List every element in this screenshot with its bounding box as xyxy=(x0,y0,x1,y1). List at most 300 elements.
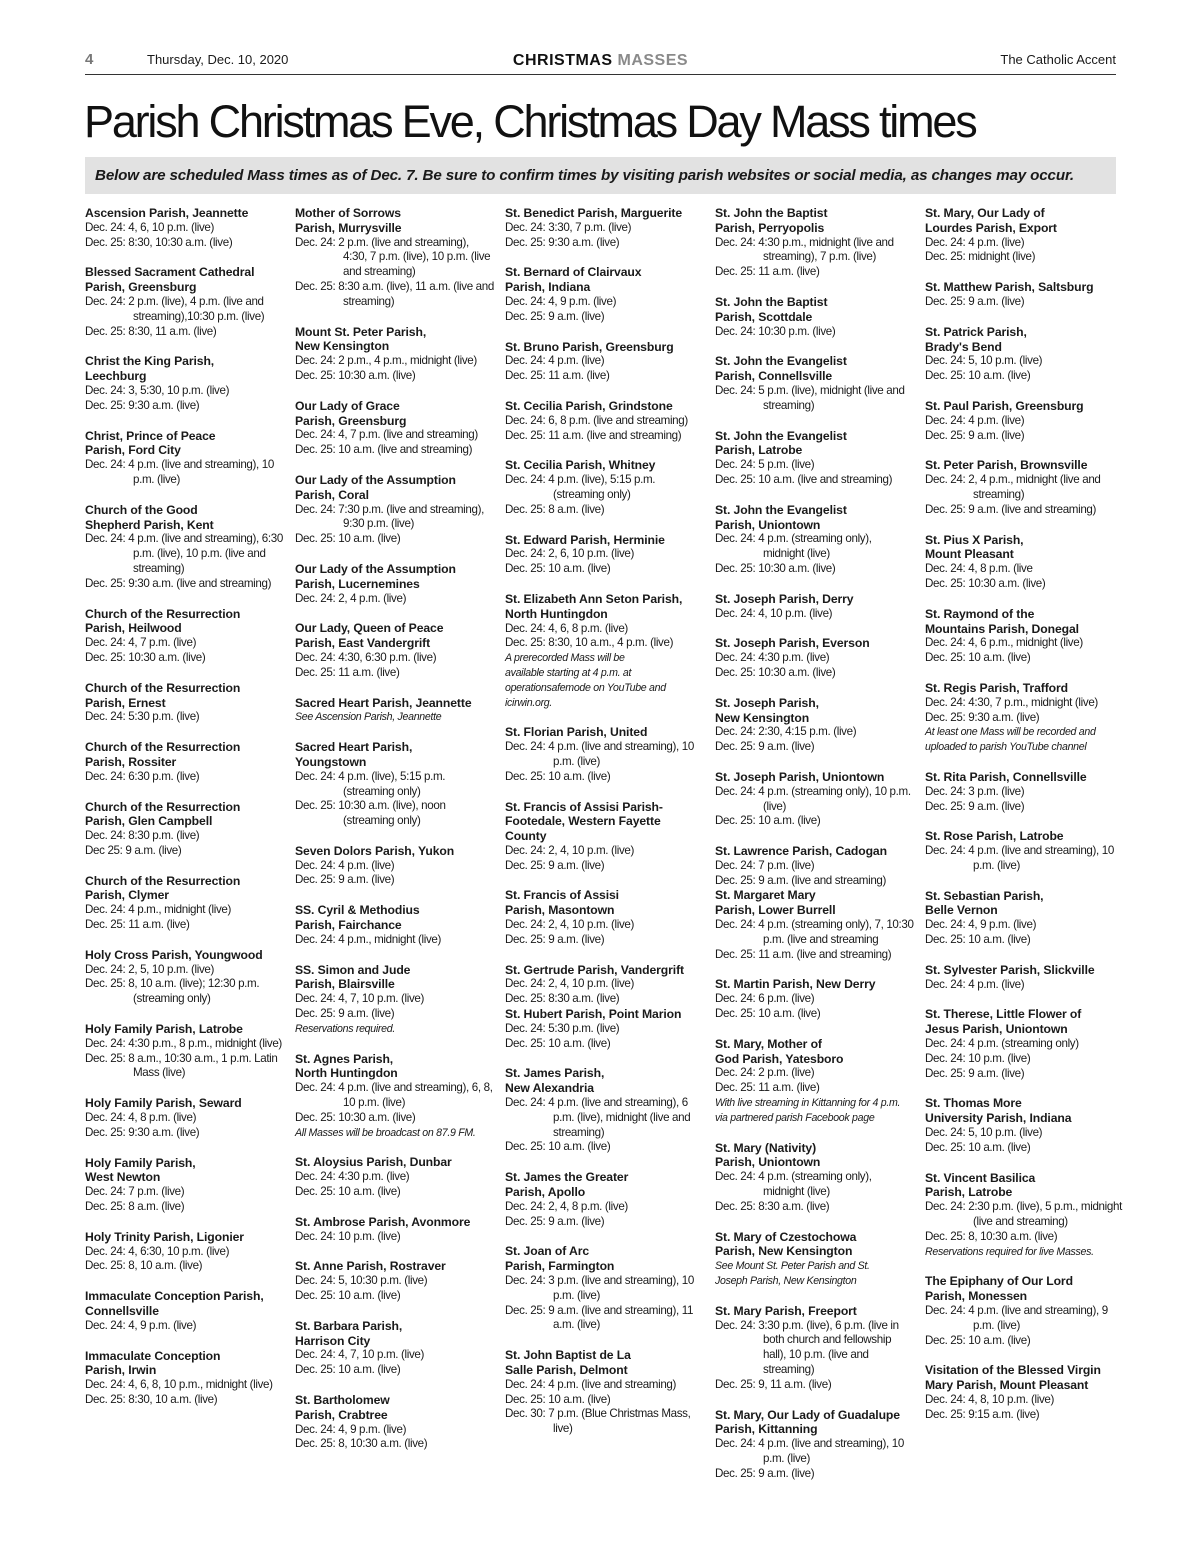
mass-time-line: Dec. 24: 2:30, 4:15 p.m. (live) xyxy=(715,725,857,739)
mass-time-line: Dec. 25: 10 a.m. (live) xyxy=(295,532,401,546)
parish-name: Our Lady of the Assumption xyxy=(295,472,456,487)
parish-name: Blessed Sacrament Cathedral xyxy=(85,265,255,280)
parish-entry xyxy=(715,696,915,755)
mass-time-line: Dec. 24: 4, 10 p.m. (live) xyxy=(715,606,833,620)
parish-name: St. Francis of Assisi Parish- xyxy=(505,799,663,814)
mass-time-line: Dec. 24: 2, 4, 10 p.m. (live) xyxy=(505,918,635,932)
parish-name: Parish, Irwin xyxy=(85,1363,157,1378)
parish-entry xyxy=(295,740,495,829)
mass-time-line: Dec. 25: 11 a.m. (live and streaming) xyxy=(715,947,892,961)
mass-time-line: Dec. 25: 10:30 a.m. (live) xyxy=(925,576,1046,590)
parish-entry xyxy=(505,1170,705,1229)
parish-entry xyxy=(85,354,285,413)
parish-entry xyxy=(295,473,495,547)
parish-name: Parish, Murrysville xyxy=(295,220,402,235)
mass-time-line: Dec. 24: 6 p.m. (live) xyxy=(715,992,815,1006)
mass-time-line: Dec. 25: 10 a.m. (live and streaming) xyxy=(295,443,473,457)
parish-entry xyxy=(85,1289,285,1333)
mass-time-line: Dec. 25: 10:30 a.m. (live) xyxy=(295,1110,416,1124)
mass-time-line: Dec. 24: 4, 7, 10 p.m. (live) xyxy=(295,1348,425,1362)
mass-time-line: Dec. 24: 4 p.m. (streaming only), midnight (live) xyxy=(715,532,872,561)
parish-entry xyxy=(295,903,495,947)
parish-name: SS. Simon and Jude xyxy=(295,962,411,977)
parish-name: St. Rose Parish, Latrobe xyxy=(925,829,1064,844)
mass-time-line: Dec. 25: midnight (live) xyxy=(925,250,1036,264)
parish-entry xyxy=(295,1319,495,1378)
mass-time-line: Dec. 24: 10:30 p.m. (live) xyxy=(715,324,836,338)
parish-name: Mount St. Peter Parish, xyxy=(295,324,427,339)
parish-name: Lourdes Parish, Export xyxy=(925,220,1057,235)
parish-name: St. Hubert Parish, Point Marion xyxy=(505,1007,682,1022)
parish-name: Parish, Masontown xyxy=(505,903,615,918)
deck-banner: Below are scheduled Mass times as of Dec. 7. Be sure to confirm times by visiting parish websites or social media, as changes may occur. xyxy=(85,157,1116,194)
mass-time-line: Dec. 24: 4, 6 p.m., midnight (live) xyxy=(925,636,1083,650)
mass-time-line: Dec. 24: 4, 6, 8, 10 p.m., midnight (live) xyxy=(85,1378,273,1392)
mass-time-line: Dec. 24: 4 p.m. (streaming only) xyxy=(925,1037,1079,1051)
parish-name: St. John the Evangelist xyxy=(715,428,847,443)
parish-entry xyxy=(295,1052,495,1141)
parish-name: St. Agnes Parish, xyxy=(295,1051,394,1066)
mass-time-line: Dec. 25: 9 a.m. (live) xyxy=(925,1066,1025,1080)
parish-name: Parish, Crabtree xyxy=(295,1407,388,1422)
parish-name: St. James the Greater xyxy=(505,1170,629,1185)
mass-time-line: Dec. 24: 4 p.m. (live) xyxy=(925,977,1025,991)
parish-name: St. James Parish, xyxy=(505,1066,605,1081)
parish-entry xyxy=(715,636,915,680)
parish-entry xyxy=(925,1007,1125,1081)
mass-time-line: Dec. 25: 11 a.m. (live) xyxy=(505,369,610,383)
parish-name: St. Cecilia Parish, Whitney xyxy=(505,458,656,473)
parish-name: Holy Family Parish, Seward xyxy=(85,1096,242,1111)
parish-name: St. Joseph Parish, xyxy=(715,695,819,710)
parish-entry xyxy=(295,621,495,680)
parish-entry xyxy=(505,1244,705,1333)
mass-time-line: Dec. 25: 11 a.m. (live and streaming) xyxy=(505,428,682,442)
parish-note: icirwin.org. xyxy=(505,696,553,709)
mass-time-line: Dec. 24: 2 p.m. (live), 4 p.m. (live and streaming),10:30 p.m. (live) xyxy=(85,294,265,323)
parish-name: North Huntingdon xyxy=(505,606,608,621)
mass-time-line: Dec. 25: 9 a.m. (live and streaming), 11 a.m. (live) xyxy=(505,1303,694,1332)
mass-time-line: Dec. 24: 4 p.m. (live) xyxy=(505,354,605,368)
mass-time-line: Dec. 25: 9:30 a.m. (live) xyxy=(505,235,620,249)
parish-name: Parish, Uniontown xyxy=(715,517,821,532)
parish-name: Seven Dolors Parish, Yukon xyxy=(295,843,455,858)
parish-name: Parish, Heilwood xyxy=(85,621,182,636)
mass-time-line: Dec. 24: 4 p.m. (live and streaming), 10 p.m. (live) xyxy=(85,458,274,486)
parish-name: Connellsville xyxy=(85,1304,159,1319)
mass-time-line: Dec. 24: 5:30 p.m. (live) xyxy=(85,710,200,724)
mass-time-line: Dec. 25: 10:30 a.m. (live), noon (streaming only) xyxy=(295,799,446,828)
parish-entry xyxy=(85,607,285,666)
parish-entry xyxy=(505,399,705,443)
mass-time-line: Dec. 24: 4, 8 p.m. (live xyxy=(925,562,1033,576)
mass-time-line: Dec. 24: 2 p.m. (live and streaming), 4:30, 7 p.m. (live), 10 p.m. (live and streaming) xyxy=(295,235,491,279)
parish-name: St. Joseph Parish, Uniontown xyxy=(715,769,885,784)
parish-entry xyxy=(925,280,1125,310)
mass-time-line: Dec. 24: 4 p.m. (live and streaming) xyxy=(505,1377,677,1391)
parish-name: St. Edward Parish, Herminie xyxy=(505,532,665,547)
parish-name: St. Paul Parish, Greensburg xyxy=(925,398,1084,413)
mass-time-line: Dec. 24: 2, 4, 10 p.m. (live) xyxy=(505,843,635,857)
mass-time-line: Dec. 25: 9:30 a.m. (live) xyxy=(85,398,200,412)
mass-time-line: Dec. 24: 10 p.m. (live) xyxy=(295,1229,401,1243)
parish-note: Joseph Parish, New Kensington xyxy=(715,1275,857,1288)
mass-time-line: Dec. 25: 8:30 a.m. (live) xyxy=(505,992,620,1006)
parish-note: At least one Mass will be recorded and xyxy=(925,726,1096,739)
mass-time-line: Dec. 25: 9:15 a.m. (live) xyxy=(925,1407,1040,1421)
parish-name: Church of the Resurrection xyxy=(85,680,241,695)
mass-time-line: Dec. 24: 4 p.m. (live), 5:15 p.m. (streaming only) xyxy=(295,769,446,798)
mass-time-line: Dec. 25: 10 a.m. (live) xyxy=(295,1363,401,1377)
parish-entry xyxy=(85,1230,285,1274)
parish-entry xyxy=(85,1156,285,1215)
mass-time-line: Dec. 24: 3 p.m. (live and streaming), 10 p.m. (live) xyxy=(505,1274,694,1302)
parish-name: Harrison City xyxy=(295,1333,371,1348)
mass-time-line: Dec. 25: 11 a.m. (live) xyxy=(85,918,190,932)
mass-time-line: Dec. 24: 5:30 p.m. (live) xyxy=(505,1021,620,1035)
parish-name: Mary Parish, Mount Pleasant xyxy=(925,1378,1089,1393)
parish-note: uploaded to parish YouTube channel xyxy=(925,741,1087,754)
parish-name: Ascension Parish, Jeannette xyxy=(85,206,249,220)
parish-name: West Newton xyxy=(85,1170,161,1185)
headline: Parish Christmas Eve, Christmas Day Mass times xyxy=(84,96,976,147)
mass-time-line: Dec. 25: 8 a.m. (live) xyxy=(85,1200,185,1214)
mass-time-line: Dec. 24: 4:30, 7 p.m., midnight (live) xyxy=(925,695,1098,709)
parish-name: County xyxy=(505,829,547,844)
mass-time-line: Dec. 24: 4 p.m. (live and streaming), 10 p.m. (live) xyxy=(505,740,694,768)
parish-note: available starting at 4 p.m. at xyxy=(505,666,632,679)
mass-time-line: Dec. 25: 10 a.m. (live) xyxy=(925,651,1031,665)
mass-time-line: Dec. 25: 9 a.m. (live) xyxy=(925,294,1025,308)
parish-note: operationsafemode on YouTube and xyxy=(505,681,666,694)
parish-entry xyxy=(85,429,285,488)
parish-entry xyxy=(85,800,285,859)
parish-name: St. Joan of Arc xyxy=(505,1244,590,1259)
parish-name: St. Lawrence Parish, Cadogan xyxy=(715,844,887,859)
mass-time-line: Dec. 25: 8:30 a.m. (live) xyxy=(715,1199,830,1213)
mass-time-line: Dec. 24: 4 p.m. (streaming only), 7, 10:30 p.m. (live and streaming xyxy=(715,918,914,946)
parish-name: St. Mary Parish, Freeport xyxy=(715,1303,857,1318)
parish-entry xyxy=(925,1171,1125,1260)
mass-time-line: Dec. 24: 5, 10:30 p.m. (live) xyxy=(295,1274,428,1288)
parish-name: St. Mary of Czestochowa xyxy=(715,1229,857,1244)
parish-entry xyxy=(925,607,1125,666)
parish-entry xyxy=(925,829,1125,873)
parish-entry xyxy=(295,1393,495,1452)
parish-name: Church of the Good xyxy=(85,502,198,517)
mass-time-line: Dec. 24: 4:30 p.m., 8 p.m., midnight (live) xyxy=(85,1036,282,1050)
parish-name: Leechburg xyxy=(85,369,147,384)
mass-time-line: Dec. 24: 2, 5, 10 p.m. (live) xyxy=(85,962,215,976)
mass-time-line: Dec. 24: 2, 4 p.m. (live) xyxy=(295,591,407,605)
mass-time-line: Dec. 24: 8:30 p.m. (live) xyxy=(85,829,200,843)
parish-entry xyxy=(715,1230,915,1289)
parish-name: Parish, Clymer xyxy=(85,888,169,903)
parish-entry xyxy=(85,503,285,592)
parish-entry xyxy=(505,1066,705,1155)
mass-time-line: Dec. 25: 8:30, 10 a.m. (live) xyxy=(85,1393,218,1406)
parish-entry xyxy=(505,800,705,874)
mass-time-line: Dec. 24: 4 p.m. (live and streaming), 9 p.m. (live) xyxy=(925,1304,1108,1332)
parish-name: St. Francis of Assisi xyxy=(505,888,619,903)
mass-time-line: Dec. 25: 8:30, 10 a.m., 4 p.m. (live) xyxy=(505,636,674,650)
parish-name: Parish, Kittanning xyxy=(715,1422,818,1437)
parish-entry xyxy=(925,533,1125,592)
mass-time-line: Dec. 24: 2, 6, 10 p.m. (live) xyxy=(505,547,635,561)
parish-entry xyxy=(85,1349,285,1408)
parish-name: SS. Cyril & Methodius xyxy=(295,903,420,918)
mass-time-line: Dec. 25: 10 a.m. (live) xyxy=(925,1333,1031,1347)
parish-name: Parish, Glen Campbell xyxy=(85,814,213,829)
mass-time-line: Dec. 24: 4 p.m. (streaming only), midnight (live) xyxy=(715,1170,872,1199)
mass-time-line: Dec. 24: 7 p.m. (live) xyxy=(85,1185,185,1199)
parish-name: Church of the Resurrection xyxy=(85,606,241,621)
page-header xyxy=(85,50,1116,70)
parish-entry xyxy=(715,1141,915,1215)
mass-time-line: Dec. 25: 8, 10:30 a.m. (live) xyxy=(295,1437,428,1451)
mass-time-line: Dec. 24: 4, 8 p.m. (live) xyxy=(85,1111,197,1125)
parish-entry xyxy=(925,1274,1125,1348)
parish-entry xyxy=(505,725,705,784)
mass-time-line: Dec. 24: 5, 10 p.m. (live) xyxy=(925,354,1043,368)
mass-time-line: Dec. 25: 9 a.m. (live) xyxy=(295,873,395,887)
parish-name: Parish, Blairsville xyxy=(295,977,395,992)
mass-times-columns xyxy=(85,206,1125,1556)
parish-note: See Ascension Parish, Jeannette xyxy=(295,711,442,724)
page-number: 4 xyxy=(85,51,94,68)
parish-entry xyxy=(295,206,495,310)
mass-time-line: Dec. 24: 2, 4 p.m., midnight (live and streaming) xyxy=(925,473,1101,501)
parish-entry xyxy=(505,888,705,947)
parish-name: Holy Trinity Parish, Ligonier xyxy=(85,1229,244,1244)
mass-time-line: Dec. 25: 8, 10:30 a.m. (live) xyxy=(925,1229,1058,1243)
parish-name: Parish, Fairchance xyxy=(295,918,402,933)
mass-time-line: Dec. 24: 2 p.m. (live) xyxy=(715,1066,815,1080)
mass-time-line: Dec. 25: 10 a.m. (live) xyxy=(505,1036,611,1050)
mass-time-line: Dec. 25: 10 a.m. (live) xyxy=(295,1185,401,1199)
parish-name: St. Raymond of the xyxy=(925,606,1035,621)
parish-name: Parish, Uniontown xyxy=(715,1155,821,1170)
parish-name: Brady's Bend xyxy=(925,339,1002,354)
parish-entry xyxy=(925,681,1125,755)
parish-name: St. Sylvester Parish, Slickville xyxy=(925,962,1095,977)
parish-name: Church of the Resurrection xyxy=(85,799,241,814)
mass-time-line: Dec. 24: 4 p.m. (live) xyxy=(925,413,1025,427)
mass-time-line: Dec. 24: 3:30, 7 p.m. (live) xyxy=(505,220,632,234)
parish-name: Belle Vernon xyxy=(925,903,998,918)
mass-time-line: Dec. 25: 10 a.m. (live) xyxy=(715,1007,821,1021)
mass-time-line: Dec. 24: 4, 9 p.m. (live) xyxy=(295,1422,407,1436)
mass-time-line: Dec. 24: 4 p.m. (live and streaming), 6:30 p.m. (live), 10 p.m. (live and streaming) xyxy=(85,532,283,575)
mass-time-line: Dec. 25: 8:30 a.m. (live), 11 a.m. (live and streaming) xyxy=(295,279,494,308)
mass-time-line: Dec. 25: 8, 10 a.m. (live); 12:30 p.m. (streaming only) xyxy=(85,977,260,1006)
parish-name: St. Mary (Nativity) xyxy=(715,1140,817,1155)
parish-entry xyxy=(295,562,495,606)
mass-time-line: Dec. 24: 7:30 p.m. (live and streaming), 9:30 p.m. (live) xyxy=(295,502,484,531)
parish-entry xyxy=(925,458,1125,517)
parish-name: Parish, Lower Burrell xyxy=(715,903,836,918)
parish-name: Sacred Heart Parish, Jeannette xyxy=(295,695,472,710)
parish-name: Parish, Latrobe xyxy=(925,1185,1013,1200)
parish-name: Holy Cross Parish, Youngwood xyxy=(85,947,263,962)
mass-time-line: Dec. 24: 4, 7 p.m. (live) xyxy=(85,636,197,650)
parish-entry xyxy=(715,354,915,413)
parish-entry xyxy=(295,399,495,458)
parish-name: St. Florian Parish, United xyxy=(505,725,648,740)
parish-name: Mountains Parish, Donegal xyxy=(925,621,1079,636)
parish-name: God Parish, Yatesboro xyxy=(715,1051,844,1066)
parish-name: Parish, Rossiter xyxy=(85,754,177,769)
parish-name: Immaculate Conception xyxy=(85,1348,221,1363)
mass-time-line: Dec. 25: 10:30 a.m. (live) xyxy=(295,368,416,382)
parish-entry xyxy=(85,681,285,725)
column-5 xyxy=(925,206,1125,1438)
parish-name: St. Bernard of Clairvaux xyxy=(505,265,642,280)
parish-name: Parish, Ernest xyxy=(85,695,166,710)
parish-name: Parish, Ford City xyxy=(85,443,181,458)
parish-name: Parish, Greensburg xyxy=(295,413,407,428)
mass-time-line: Dec. 24: 4 p.m. (live) xyxy=(925,235,1025,249)
parish-name: Mount Pleasant xyxy=(925,547,1014,562)
mass-time-line: Dec. 24: 4 p.m., midnight (live) xyxy=(85,903,232,917)
parish-name: New Alexandria xyxy=(505,1081,594,1096)
mass-time-line: Dec. 25: 9 a.m. (live) xyxy=(295,1007,395,1021)
parish-entry xyxy=(715,503,915,577)
mass-time-line: Dec. 25: 9 a.m. (live) xyxy=(505,858,605,872)
mass-time-line: Dec. 25: 10 a.m. (live) xyxy=(505,1140,611,1154)
parish-name: The Epiphany of Our Lord xyxy=(925,1274,1073,1289)
parish-entry xyxy=(715,770,915,829)
mass-time-line: Dec. 24: 4:30 p.m., midnight (live and streaming), 7 p.m. (live) xyxy=(715,235,894,264)
mass-time-line: Dec. 25: 10 a.m. (live) xyxy=(715,814,821,828)
mass-time-line: Dec. 25: 11 a.m. (live) xyxy=(715,1081,820,1095)
parish-entry xyxy=(85,1096,285,1140)
parish-entry xyxy=(295,696,495,726)
mass-time-line: Dec. 25: 9 a.m. (live) xyxy=(505,309,605,323)
mass-time-line: Dec. 24: 6:30 p.m. (live) xyxy=(85,769,200,783)
parish-entry xyxy=(85,1022,285,1081)
parish-name: St. Mary, Mother of xyxy=(715,1036,822,1051)
parish-name: St. John Baptist de La xyxy=(505,1348,631,1363)
parish-entry xyxy=(85,206,285,250)
parish-name: Parish, New Kensington xyxy=(715,1244,853,1259)
mass-time-line: Dec. 24: 4 p.m. (live and streaming), 10 p.m. (live) xyxy=(715,1437,904,1465)
mass-time-line: Dec. 25: 10 a.m. (live) xyxy=(505,769,611,783)
parish-name: St. Vincent Basilica xyxy=(925,1170,1036,1185)
parish-name: St. Sebastian Parish, xyxy=(925,888,1044,903)
mass-time-line: Dec. 24: 4 p.m. (live), 5:15 p.m. (streaming only) xyxy=(505,473,656,501)
parish-name: St. Aloysius Parish, Dunbar xyxy=(295,1155,452,1170)
parish-entry xyxy=(295,1259,495,1303)
column-1 xyxy=(85,206,285,1423)
parish-entry xyxy=(715,977,915,1021)
parish-entry xyxy=(925,889,1125,948)
parish-name: Parish, Latrobe xyxy=(715,443,803,458)
parish-name: St. John the Evangelist xyxy=(715,502,847,517)
parish-name: St. Pius X Parish, xyxy=(925,532,1024,547)
parish-note: With live streaming in Kittanning for 4 p.m. xyxy=(715,1097,901,1110)
mass-time-line: Dec. 24: 4 p.m., midnight (live) xyxy=(295,932,442,946)
mass-time-line: Dec. 30: 7 p.m. (Blue Christmas Mass, live) xyxy=(505,1407,691,1436)
parish-entry xyxy=(715,429,915,488)
mass-time-line: Dec. 24: 4, 9 p.m. (live) xyxy=(85,1318,197,1332)
mass-time-line: Dec. 25: 9 a.m. (live) xyxy=(505,1214,605,1228)
parish-note: Reservations required for live Masses. xyxy=(925,1245,1094,1258)
parish-entry xyxy=(925,1096,1125,1155)
parish-name: Parish, Apollo xyxy=(505,1185,586,1200)
parish-name: Jesus Parish, Uniontown xyxy=(925,1022,1068,1037)
mass-time-line: Dec. 24: 3 p.m. (live) xyxy=(925,784,1025,798)
section-title-part1: CHRISTMAS xyxy=(512,52,613,69)
parish-entry xyxy=(715,1037,915,1126)
parish-entry xyxy=(85,948,285,1007)
mass-time-line: Dec. 24: 4, 6, 8 p.m. (live) xyxy=(505,621,628,635)
parish-entry xyxy=(715,1408,915,1482)
mass-time-line: Dec 25: 9 a.m. (live) xyxy=(85,843,182,857)
parish-note: Reservations required. xyxy=(295,1022,395,1035)
parish-name: New Kensington xyxy=(715,710,810,725)
mass-time-line: Dec. 25: 9 a.m. (live) xyxy=(925,799,1025,813)
parish-name: St. Patrick Parish, xyxy=(925,324,1027,339)
mass-time-line: Dec. 24: 5 p.m. (live) xyxy=(715,458,815,472)
parish-entry xyxy=(715,592,915,622)
column-3 xyxy=(505,206,705,1452)
parish-entry xyxy=(715,206,915,280)
mass-time-line: Dec. 25: 9 a.m. (live) xyxy=(925,428,1025,442)
parish-name: St. Therese, Little Flower of xyxy=(925,1007,1082,1022)
parish-name: Salle Parish, Delmont xyxy=(505,1363,628,1377)
parish-entry xyxy=(715,888,915,962)
parish-name: Parish, East Vandergrift xyxy=(295,636,431,651)
parish-name: Shepherd Parish, Kent xyxy=(85,517,214,532)
parish-note: A prerecorded Mass will be xyxy=(505,652,625,665)
mass-time-line: Dec. 25: 10:30 a.m. (live) xyxy=(85,650,206,664)
parish-entry xyxy=(295,844,495,888)
section-title xyxy=(85,51,1116,71)
parish-entry xyxy=(925,1363,1125,1422)
mass-time-line: Dec. 25: 10:30 a.m. (live) xyxy=(715,665,836,679)
parish-name: St. Regis Parish, Trafford xyxy=(925,680,1069,695)
mass-time-line: Dec. 25: 9:30 a.m. (live and streaming) xyxy=(85,576,272,590)
parish-name: Our Lady, Queen of Peace xyxy=(295,621,444,636)
parish-note: All Masses will be broadcast on 87.9 FM. xyxy=(295,1126,476,1139)
mass-time-line: Dec. 25: 10 a.m. (live) xyxy=(925,1140,1031,1154)
parish-entry xyxy=(925,206,1125,265)
parish-name: St. Ambrose Parish, Avonmore xyxy=(295,1214,471,1229)
mass-time-line: Dec. 24: 2, 4, 8 p.m. (live) xyxy=(505,1199,628,1213)
parish-name: Church of the Resurrection xyxy=(85,873,241,888)
parish-name: St. Rita Parish, Connellsville xyxy=(925,769,1087,784)
parish-name: Parish, Coral xyxy=(295,487,369,502)
mass-time-line: Dec. 24: 4 p.m. (live and streaming), 6 p.m. (live), midnight (live and streaming) xyxy=(505,1096,691,1139)
mass-time-line: Dec. 24: 4 p.m. (live and streaming), 10 p.m. (live) xyxy=(925,844,1114,872)
column-2 xyxy=(295,206,495,1467)
parish-name: Holy Family Parish, xyxy=(85,1155,196,1170)
parish-name: St. John the Baptist xyxy=(715,294,828,309)
parish-name: Parish, Farmington xyxy=(505,1259,615,1274)
parish-name: St. Margaret Mary xyxy=(715,888,816,903)
parish-name: University Parish, Indiana xyxy=(925,1111,1072,1126)
parish-entry xyxy=(295,1215,495,1245)
parish-entry xyxy=(505,206,705,250)
parish-name: Parish, Lucernemines xyxy=(295,576,420,591)
parish-entry xyxy=(505,1007,705,1051)
mass-time-line: Dec. 25: 9 a.m. (live) xyxy=(715,1466,815,1480)
parish-entry xyxy=(295,963,495,1037)
parish-entry xyxy=(925,770,1125,814)
mass-time-line: Dec. 25: 11 a.m. (live) xyxy=(715,265,820,279)
parish-name: Parish, Connellsville xyxy=(715,369,833,384)
